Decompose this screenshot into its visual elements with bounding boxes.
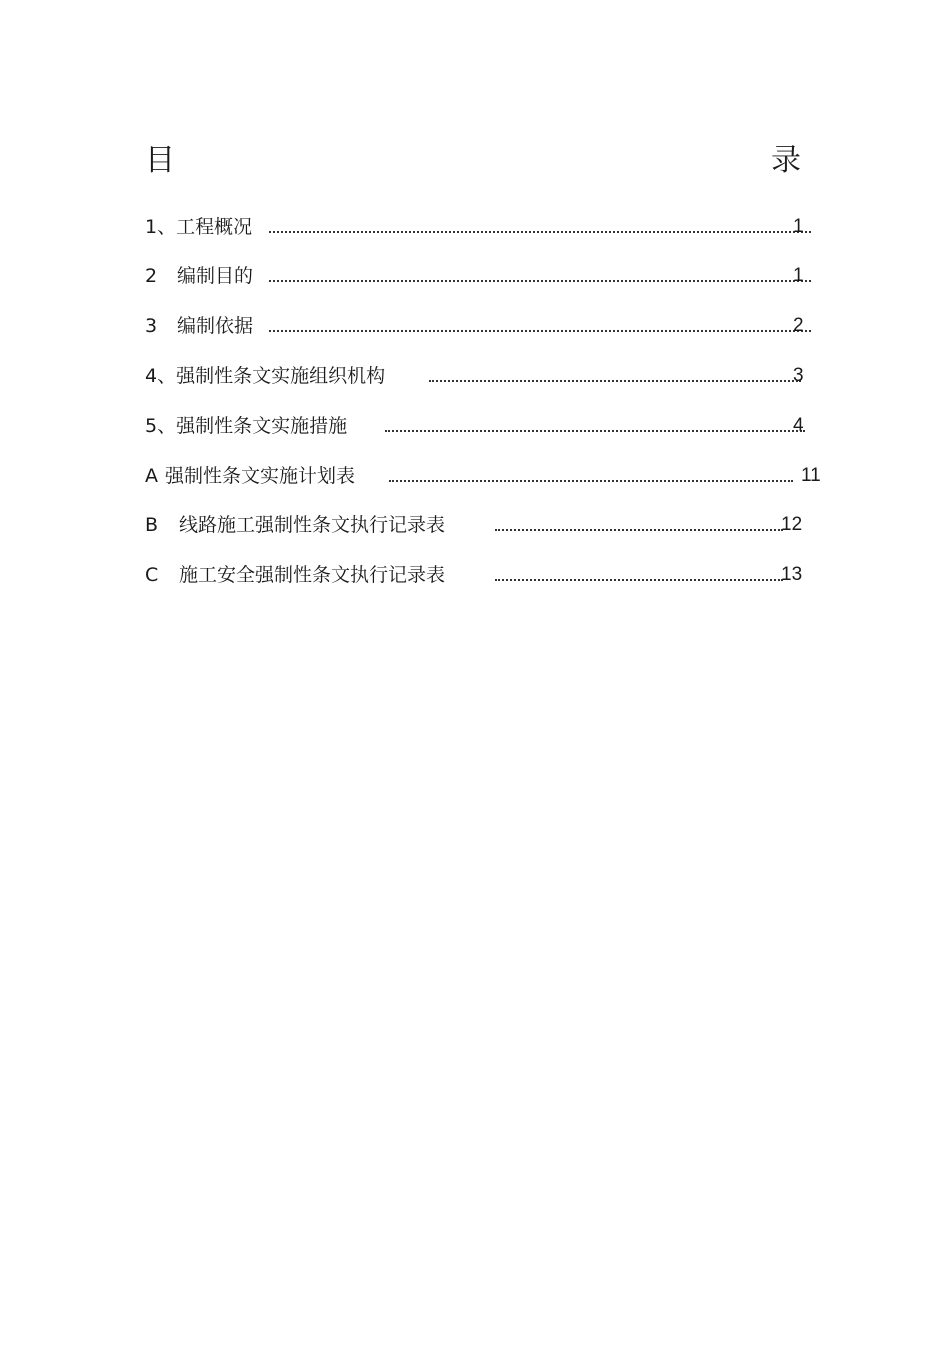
toc-entry[interactable] [145, 312, 815, 340]
toc-entry-label: 强制性条文实施措施 [176, 415, 348, 437]
toc-entry-number: A [145, 465, 158, 487]
toc-entry-label: 强制性条文实施计划表 [165, 465, 356, 487]
toc-leader-dots [269, 330, 811, 332]
toc-entry-label: 工程概况 [176, 216, 253, 238]
toc-entry-label: 施工安全强制性条文执行记录表 [179, 564, 446, 586]
toc-title-right: 录 [771, 143, 801, 178]
toc-leader-dots [429, 380, 801, 382]
toc-leader-dots [269, 231, 811, 233]
toc-entry[interactable] [145, 362, 815, 390]
toc-leader-dots [269, 280, 811, 282]
toc-entry[interactable] [145, 262, 815, 290]
toc-entry-number: C [145, 564, 159, 586]
toc-entry-page: 1 [793, 216, 804, 237]
toc-entry-page: 2 [793, 315, 804, 336]
toc-entry[interactable] [145, 561, 815, 589]
toc-entry-page: 12 [781, 514, 803, 535]
toc-entry-label: 线路施工强制性条文执行记录表 [179, 514, 446, 536]
toc-leader-dots [495, 579, 783, 581]
toc-entry-page: 13 [781, 564, 803, 585]
toc-entry-number: 2 [145, 265, 158, 287]
toc-title-left: 目 [145, 143, 175, 178]
toc-entry-page: 4 [793, 415, 804, 436]
toc-entry-number: 1、 [145, 216, 177, 238]
toc-entry[interactable] [145, 462, 825, 490]
toc-entry-page: 3 [793, 365, 804, 386]
toc-entry-label: 编制目的 [177, 265, 254, 287]
toc-entry-label: 强制性条文实施组织机构 [176, 365, 386, 387]
toc-entry[interactable] [145, 412, 815, 440]
toc-entry-page: 11 [801, 465, 821, 486]
toc-entry[interactable] [145, 511, 815, 539]
toc-leader-dots [385, 430, 805, 432]
toc-leader-dots [389, 480, 793, 482]
toc-entry-label: 编制依据 [177, 315, 254, 337]
toc-entry[interactable] [145, 213, 815, 241]
toc-entry-number: 3 [145, 315, 158, 337]
toc-entry-page: 1 [793, 265, 804, 286]
toc-entry-number: 5、 [145, 415, 177, 437]
toc-entry-number: B [145, 514, 159, 536]
toc-entry-number: 4、 [145, 365, 177, 387]
toc-leader-dots [495, 529, 783, 531]
